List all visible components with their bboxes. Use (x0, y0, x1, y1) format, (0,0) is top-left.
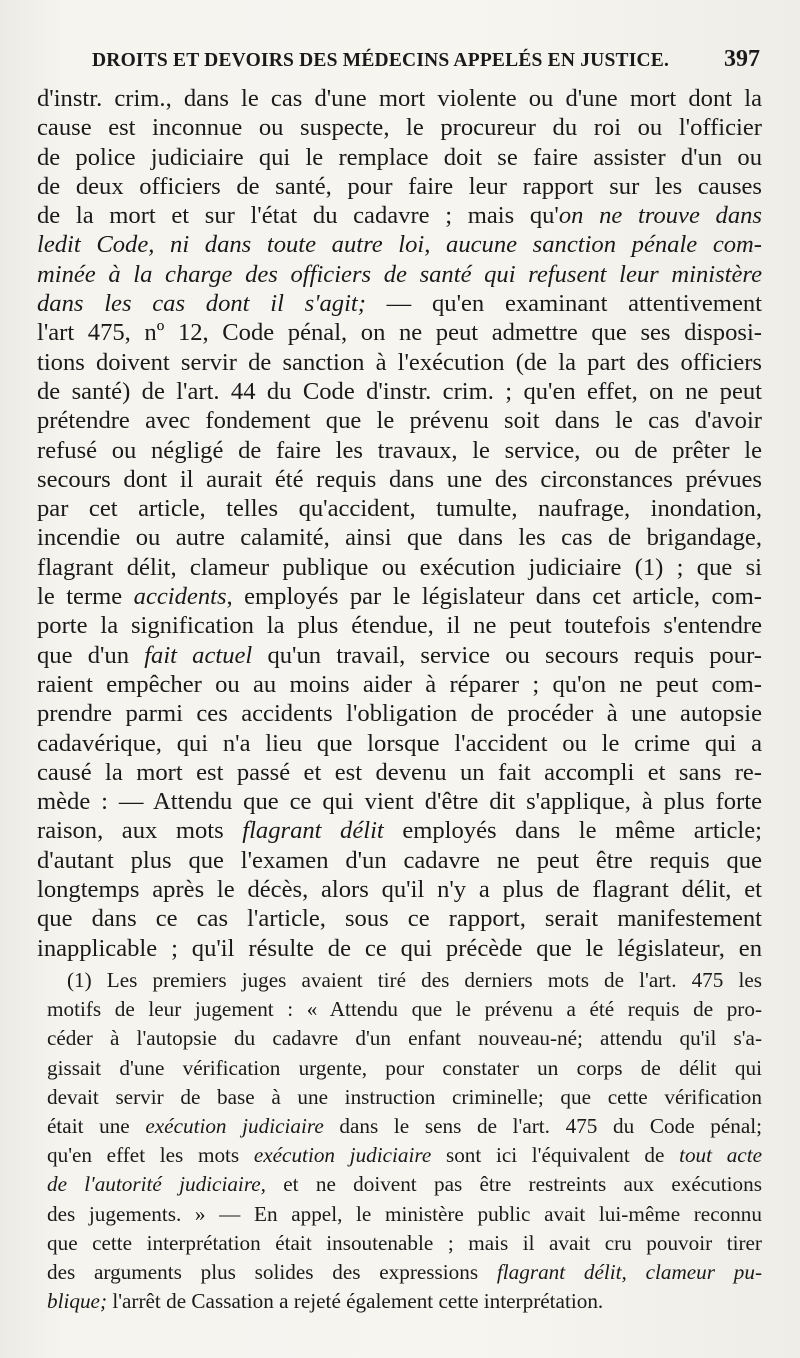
footnote-line (47, 995, 762, 1024)
text-run: de police judiciaire qui le remplace doit se faire assister d'un ou (37, 143, 762, 171)
page-header (92, 46, 760, 76)
footnote-line (47, 1258, 762, 1287)
text-run: des jugements. » — En appel, le ministère public avait lui-même reconnu (47, 1201, 762, 1226)
text-run: mède : — Attendu que ce qui vient d'être dit s'applique, à plus forte (37, 788, 762, 816)
text-line (37, 436, 762, 465)
text-run: que dans ce cas l'article, sous ce rapport, serait manifestement (37, 905, 762, 933)
text-line (37, 729, 762, 758)
text-line (37, 318, 762, 347)
text-run: sont ici l'équivalent de (431, 1143, 680, 1168)
text-run: dans le sens de l'art. 475 du Code pénal; (323, 1113, 763, 1138)
text-run: flagrant délit, clameur publique ou exécution judiciaire (1) ; que si (37, 553, 762, 581)
text-run: céder à l'autopsie du cadavre d'un enfant nouveau-né; attendu qu'il s'a- (47, 1026, 762, 1051)
text-run: cause est inconnue ou suspecte, le procureur du roi ou l'officier (37, 114, 762, 142)
running-title: DROITS ET DEVOIRS DES MÉDECINS APPELÉS EN JUSTICE. (92, 50, 670, 71)
text-run: longtemps après le décès, alors qu'il n'y a plus de flagrant délit, et (37, 876, 762, 904)
text-run: raison, aux mots (37, 817, 243, 845)
text-line (37, 934, 762, 963)
italic-text: de l'autorité judiciaire, (47, 1172, 266, 1197)
italic-text: exécution judiciaire (145, 1113, 324, 1138)
footnote-line (47, 1170, 762, 1199)
italic-text: blique; (47, 1289, 108, 1314)
text-line (37, 230, 762, 259)
italic-text: flagrant délit, clameur pu- (496, 1259, 762, 1284)
text-run: était une (47, 1113, 146, 1138)
italic-text: on ne trouve dans (558, 202, 763, 230)
text-run: prendre parmi ces accidents l'obligation de procéder à une autopsie (37, 700, 762, 728)
footnote-line (47, 1141, 762, 1170)
text-line (37, 553, 762, 582)
text-run: d'instr. crim., dans le cas d'une mort violente ou d'une mort dont la (37, 85, 762, 112)
text-line (37, 875, 762, 904)
text-line (37, 816, 762, 845)
text-line (37, 758, 762, 787)
italic-text: minée à la charge des officiers de santé qui refusent leur ministère (37, 260, 762, 288)
text-run: incendie ou autre calamité, ainsi que dans les cas de brigandage, (37, 524, 762, 552)
text-line (37, 377, 762, 406)
text-line (37, 465, 762, 494)
text-run: des arguments plus solides des expressions (47, 1259, 497, 1284)
page-number: 397 (724, 46, 760, 72)
text-line (37, 611, 762, 640)
text-run: (1) Les premiers juges avaient tiré des derniers mots de l'art. 475 les (67, 968, 762, 992)
main-text (37, 84, 762, 963)
text-line (37, 582, 762, 611)
text-run: motifs de leur jugement : « Attendu que le prévenu a été requis de pro- (47, 997, 762, 1022)
footnote-line (47, 966, 762, 995)
text-run: , employés par le législateur dans cet article, com- (226, 583, 762, 611)
text-run: devait servir de base à une instruction criminelle; que cette vérification (47, 1084, 762, 1109)
text-run: employés dans le même article; (383, 817, 762, 845)
text-run: causé la mort est passé et est devenu un fait accompli et sans re- (37, 758, 762, 786)
text-run: le terme (37, 583, 134, 611)
text-line (37, 670, 762, 699)
text-line (37, 641, 762, 670)
text-run: et ne doivent pas être restreints aux exécutions (265, 1172, 762, 1197)
text-run: par cet article, telles qu'accident, tumulte, naufrage, inondation, (37, 495, 762, 523)
footnote-line (47, 1024, 762, 1053)
text-line (37, 172, 762, 201)
text-run: l'arrêt de Cassation a rejeté également cette interprétation. (107, 1289, 604, 1314)
text-run: que d'un (37, 641, 145, 669)
text-line (37, 699, 762, 728)
text-run: cadavérique, qui n'a lieu que lorsque l'accident ou le crime qui a (37, 729, 762, 757)
italic-text: exécution judiciaire (253, 1143, 432, 1168)
text-run: que cette interprétation était insoutenable ; mais il avait cru pouvoir tirer (47, 1230, 762, 1255)
italic-text: tout acte (679, 1143, 762, 1168)
text-line (37, 846, 762, 875)
text-line (37, 787, 762, 816)
italic-text: ledit Code, ni dans toute autre loi, aucune sanction pénale com- (37, 231, 762, 259)
text-run: de deux officiers de santé, pour faire leur rapport sur les causes (37, 172, 762, 200)
italic-text: dans les cas dont il s'agit; (37, 290, 366, 318)
text-run: — qu'en examinant attentivement (365, 290, 762, 318)
text-line (37, 84, 762, 113)
footnote-line (47, 1287, 762, 1316)
text-run: tions doivent servir de sanction à l'exécution (de la part des officiers (37, 348, 762, 376)
text-line (37, 113, 762, 142)
text-line (37, 143, 762, 172)
text-line (37, 201, 762, 230)
text-run: prétendre avec fondement que le prévenu soit dans le cas d'avoir (37, 407, 762, 435)
footnote-line (47, 1200, 762, 1229)
footnote-line (47, 1112, 762, 1141)
footnote-line (47, 1083, 762, 1112)
italic-text: fait actuel (144, 641, 253, 669)
text-line (37, 494, 762, 523)
text-line (37, 260, 762, 289)
text-run: l'art 475, nº 12, Code pénal, on ne peut admettre que ses disposi- (37, 319, 762, 347)
footnote-line (47, 1229, 762, 1258)
text-line (37, 523, 762, 552)
text-run: gissait d'une vérification urgente, pour constater un corps de délit qui (47, 1055, 762, 1080)
text-run: qu'un travail, service ou secours requis pour- (252, 641, 762, 669)
text-run: refusé ou négligé de faire les travaux, le service, ou de prêter le (37, 436, 762, 464)
text-run: secours dont il aurait été requis dans une des circonstances prévues (37, 465, 762, 493)
footnote (47, 966, 762, 1316)
text-line (37, 904, 762, 933)
italic-text: accidents (133, 583, 227, 611)
text-run: de santé) de l'art. 44 du Code d'instr. crim. ; qu'en effet, on ne peut (37, 377, 762, 405)
text-line (37, 406, 762, 435)
text-run: de la mort et sur l'état du cadavre ; mais qu' (37, 202, 559, 230)
text-line (37, 289, 762, 318)
text-line (37, 348, 762, 377)
text-run: qu'en effet les mots (47, 1143, 254, 1168)
text-run: inapplicable ; qu'il résulte de ce qui précède que le législateur, en (37, 934, 762, 962)
footnote-line (47, 1054, 762, 1083)
text-run: d'autant plus que l'examen d'un cadavre ne peut être requis que (37, 846, 762, 874)
italic-text: flagrant délit (242, 817, 384, 845)
text-run: porte la signification la plus étendue, il ne peut toutefois s'entendre (37, 612, 762, 640)
text-run: raient empêcher ou au moins aider à réparer ; qu'on ne peut com- (37, 670, 762, 698)
